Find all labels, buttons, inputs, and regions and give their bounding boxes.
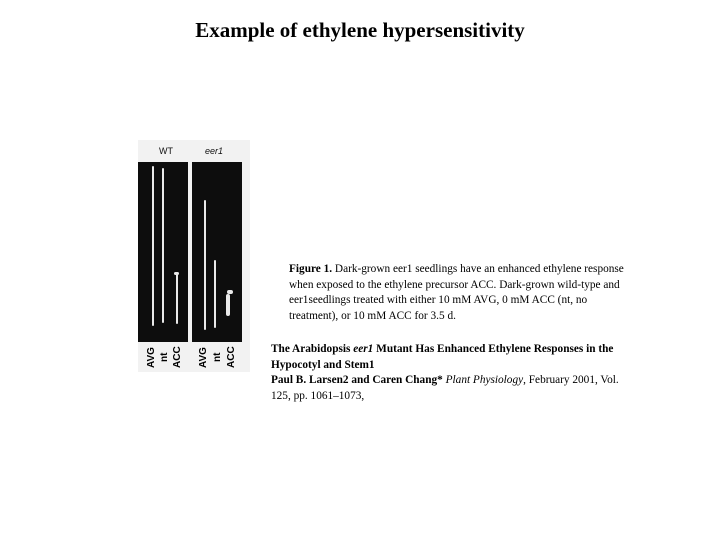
seedling-eer1-acc	[226, 294, 230, 316]
caption-label: Figure 1.	[289, 263, 333, 275]
treatment-label-eer1-avg: AVG	[198, 347, 209, 368]
seedling-wt-nt	[162, 168, 164, 323]
citation	[271, 342, 631, 404]
wt-panel	[138, 162, 188, 342]
treatment-label-eer1-acc: ACC	[226, 346, 237, 368]
eer1-panel	[192, 162, 242, 342]
treatment-label-wt-acc: ACC	[172, 346, 183, 368]
treatment-label-wt-nt: nt	[159, 352, 170, 362]
treatment-label-wt-avg: AVG	[146, 347, 157, 368]
citation-title-part1: The Arabidopsis	[271, 343, 354, 355]
citation-title	[271, 343, 613, 371]
citation-title-part2: Mutant Has Enhanced Ethylene Responses in the Hypocotyl and Stem1	[271, 343, 614, 371]
panel-label-wt: WT	[159, 146, 173, 156]
seedling-eer1-acc-tip	[227, 290, 233, 294]
panel-label-eer1: eer1	[205, 146, 224, 156]
figure-caption	[289, 262, 629, 324]
treatment-label-eer1-nt: nt	[212, 352, 223, 362]
seedling-photo	[138, 140, 250, 372]
citation-journal: Plant Physiology	[445, 374, 524, 386]
citation-authors: Paul B. Larsen2 and Caren Chang*	[271, 374, 443, 386]
seedling-wt-acc-tip	[174, 272, 179, 275]
seedling-wt-acc	[176, 274, 178, 324]
citation-details: , February 2001, Vol. 125, pp. 1061–1073,	[271, 374, 619, 402]
citation-title-gene: eer1	[353, 343, 374, 355]
slide-title: Example of ethylene hypersensitivity	[195, 18, 525, 42]
caption-text: Dark-grown eer1 seedlings have an enhanced ethylene response when exposed to the ethylene precursor ACC. Dark-grown wild-type and eer1seedlings treated with either 10 mM AVG, 0 mM ACC (nt, no treatment), or 10 mM ACC for 3.5 d.	[289, 263, 624, 322]
seedling-wt-avg	[152, 166, 154, 326]
seedling-eer1-avg	[204, 200, 206, 330]
seedling-eer1-nt	[214, 260, 216, 328]
